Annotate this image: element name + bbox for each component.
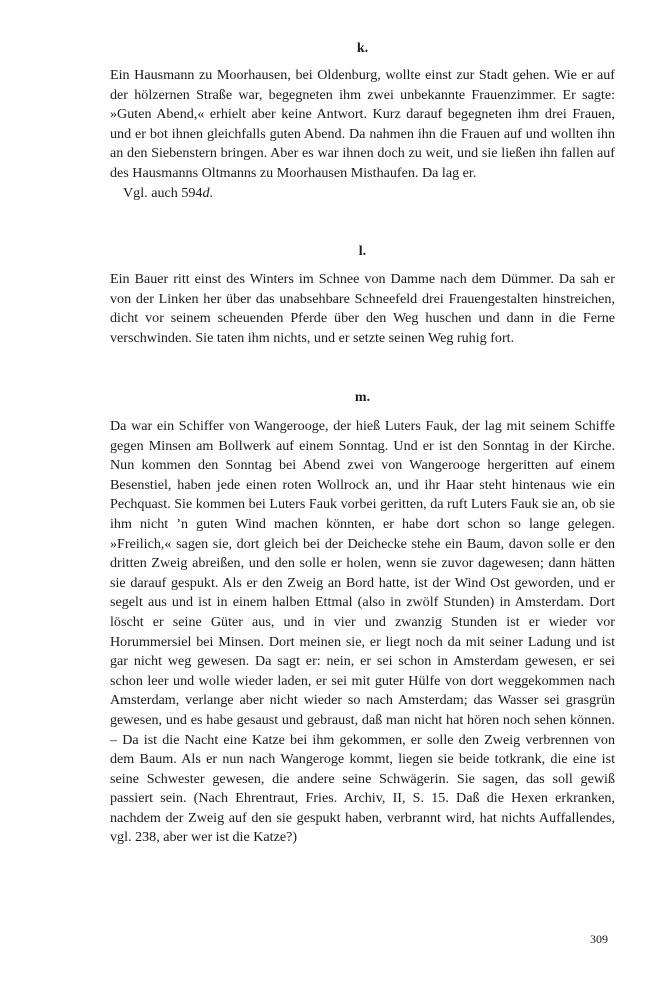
paragraph-m: Da war ein Schiffer von Wangerooge, der hieß Luters Fauk, der lag mit seinem Schiffe gegen Minsen am Bollwerk auf einem Sonntag. Und er ist den Sonntag in der Kirche. Nun kommen den Sonntag bei Abend zwei von Wangerooge hergeritten auf einem Besenstiel, haben jede einen roten Wollrock an, und ihr Haar steht hintenaus wie ein Pechquast. Sie kommen bei Luters Fauk vorbei geritten, da ruft Luters Fauk sie an, ob sie ihm nicht ’n guten Wind machen könnten, er habe dort schon so lange gelegen. »Freilich,« sagen sie, dort gleich bei der Deichecke stehe ein Baum, davon solle er den dritten Zweig abreißen, und den solle er holen, wenn sie zuvor dagewesen; dann hätten sie darauf gespukt. Als er den Zweig an Bord hatte, ist der Wind Ost geworden, und er segelt aus und ist in einem halben Ettmal (also in zwölf Stunden) in Amsterdam. Dort löscht er seine Güter aus, und in vier und zwanzig Stunden ist er wieder vor Horummersiel bei Minsen. Dort meinen sie, er liegt noch da mit seiner Ladung und ist gar nicht weg gewesen. Da sagt er: nein, er sei schon in Amsterdam gewesen, er sei schon leer und wolle wieder laden, er sei mit guter Hülfe von dort weggekommen nach Amsterdam, verlange aber nicht wieder so nach Amsterdam; das Wasser sei grasgrün gewesen, und es habe gesaust und gebraust, daß man nicht hat hören noch sehen können. – Da ist die Nacht eine Katze bei ihm gekommen, er solle den Zweig verbrennen von dem Baum. Als er nun nach Wangeroge kommt, liegen sie beide totkrank, die eine ist seine Schwester gewesen, die andere seine Schwägerin. Sie sagen, das soll gewiß passiert sein. (Nach Ehrentraut, Fries. Archiv, II, S. 15. Daß die Hexen erkranken, nachdem der Zweig auf den sie gespukt haben, verbrannt wird, hat nichts Auffallendes, vgl. 238, aber wer ist die Katze?) bbox=[110, 418, 615, 846]
section-title-l: l. bbox=[358, 244, 367, 259]
page-number: 309 bbox=[590, 932, 608, 946]
reference-k-italic: d bbox=[202, 184, 210, 201]
section-title-m: m. bbox=[354, 390, 371, 405]
section-body-l bbox=[110, 270, 615, 348]
reference-k bbox=[110, 184, 615, 204]
section-body-k bbox=[110, 66, 615, 203]
reference-k-suffix: . bbox=[209, 184, 214, 201]
section-body-m bbox=[110, 417, 615, 848]
reference-k-prefix: Vgl. auch 594 bbox=[123, 184, 203, 201]
paragraph-k: Ein Hausmann zu Moorhausen, bei Oldenburg, wollte einst zur Stadt gehen. Wie er auf der hölzernen Straße war, begegneten ihm zwei unbekannte Frauenzimmer. Er sagte: »Guten Abend,« erhielt aber keine Antwort. Kurz darauf begegneten ihm drei Frauen, und er bot ihnen gleichfalls guten Abend. Da nahmen ihn die Frauen auf und wollten ihn an den Siebenstern bringen. Aber es war ihnen doch zu weit, und sie ließen ihn fallen auf des Hausmanns Oltmanns zu Moorhausen Misthaufen. Da lag er. bbox=[110, 67, 615, 181]
section-title-k: k. bbox=[356, 41, 369, 56]
paragraph-l: Ein Bauer ritt einst des Winters im Schnee von Damme nach dem Dümmer. Da sah er von der Linken her über das unabsehbare Schneefeld drei Frauengestalten hinstreichen, dicht vor seinem scheuenden Pferde über den Weg huschen und dann in die Ferne verschwinden. Sie taten ihm nichts, und er setzte seinen Weg ruhig fort. bbox=[110, 271, 615, 346]
